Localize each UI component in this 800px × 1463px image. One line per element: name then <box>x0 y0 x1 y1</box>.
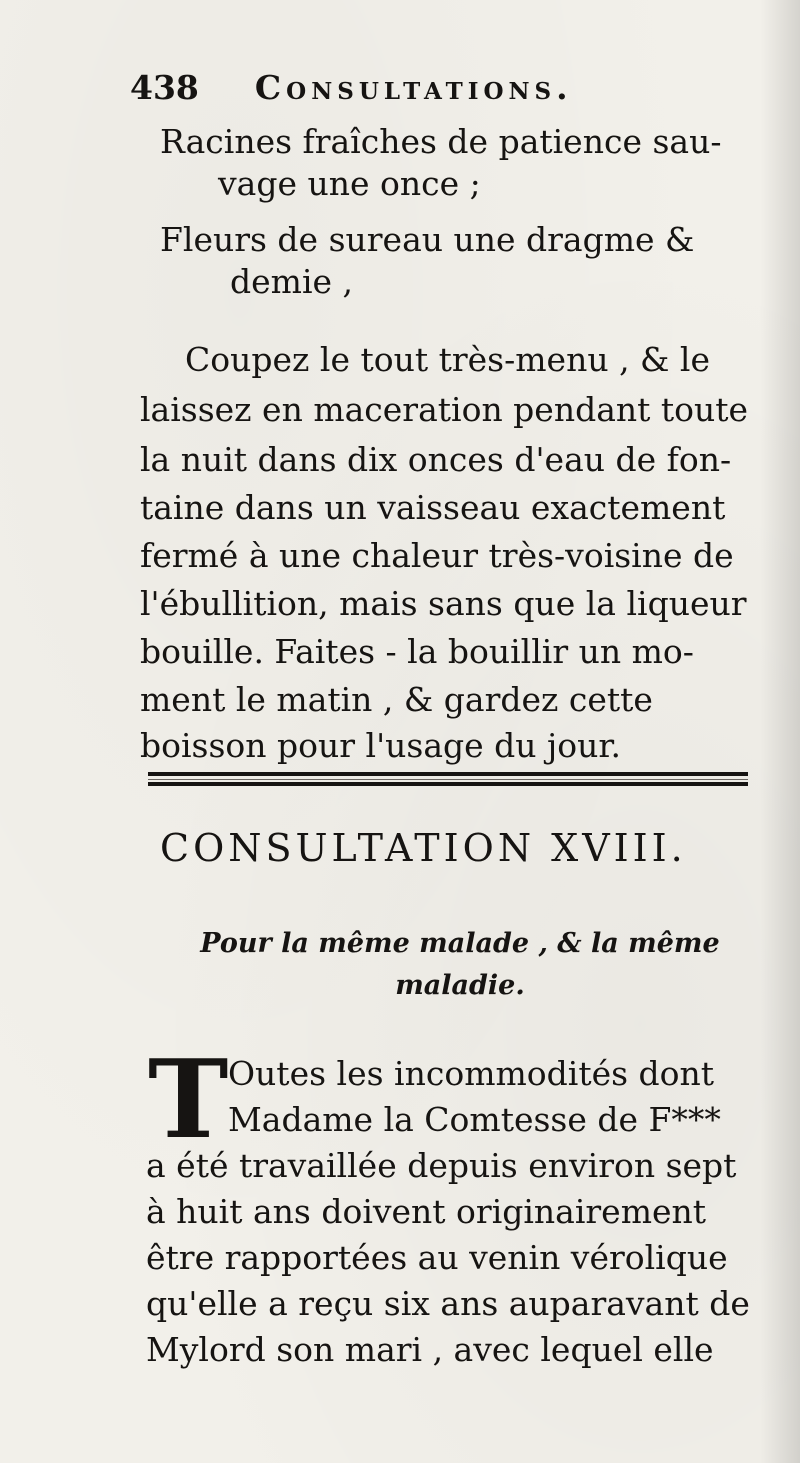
drop-cap: T <box>148 1037 229 1163</box>
instruction-line: Coupez le tout très-menu , & le <box>185 340 711 379</box>
page-edge-shadow <box>760 0 800 1463</box>
ingredient-line: Fleurs de sureau une dragme & <box>160 220 695 259</box>
ingredient-line: Racines fraîches de patience sau- <box>160 122 722 161</box>
instruction-line: laissez en maceration pendant toute <box>140 390 749 429</box>
page-header <box>130 68 670 118</box>
section-title: CONSULTATION XVIII. <box>160 826 687 870</box>
body-line: Outes les incommodités dont <box>228 1054 715 1093</box>
instruction-line: boisson pour l'usage du jour. <box>140 726 622 765</box>
section-subtitle-line: maladie. <box>395 970 525 1001</box>
instruction-line: la nuit dans dix onces d'eau de fon- <box>140 440 732 479</box>
section-subtitle-line: Pour la même malade , & la même <box>200 928 720 959</box>
section-divider-inner <box>148 779 748 780</box>
ingredient-line: demie , <box>230 262 354 301</box>
body-line: qu'elle a reçu six ans auparavant de <box>146 1284 750 1323</box>
instruction-line: bouille. Faites - la bouillir un mo- <box>140 632 694 671</box>
body-line: à huit ans doivent originairement <box>146 1192 707 1231</box>
instruction-line: taine dans un vaisseau exactement <box>140 488 726 527</box>
body-line: Madame la Comtesse de F*** <box>228 1100 721 1139</box>
body-line: Mylord son mari , avec lequel elle <box>146 1330 714 1369</box>
instruction-line: fermé à une chaleur très-voisine de <box>140 536 734 575</box>
page-number: 438 <box>130 68 199 107</box>
ingredient-line: vage une once ; <box>218 164 481 203</box>
running-title: Consultations. <box>254 68 573 107</box>
instruction-line: ment le matin , & gardez cette <box>140 680 653 719</box>
instruction-line: l'ébullition, mais sans que la liqueur <box>140 584 747 623</box>
section-divider <box>148 772 748 786</box>
body-line: être rapportées au venin vérolique <box>146 1238 728 1277</box>
body-line: a été travaillée depuis environ sept <box>146 1146 737 1185</box>
